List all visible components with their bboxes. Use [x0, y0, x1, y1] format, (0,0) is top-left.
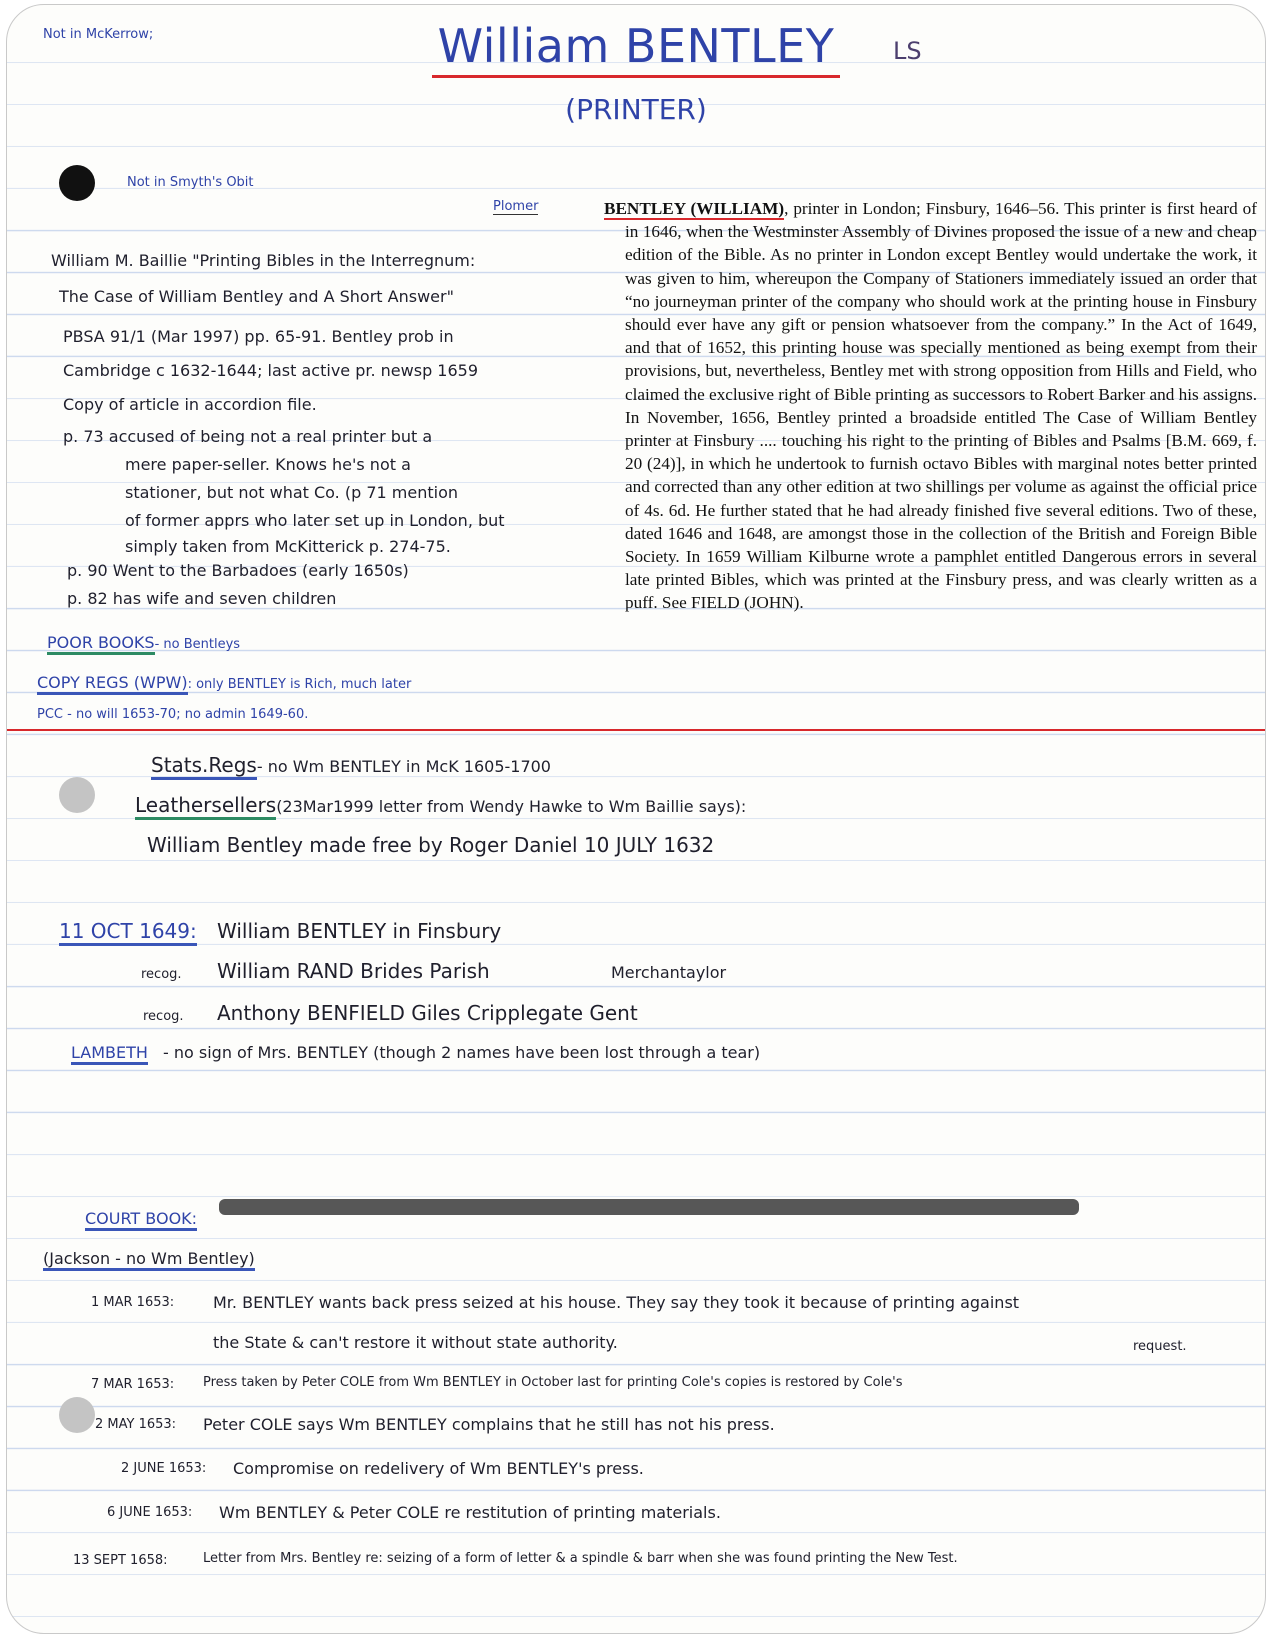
binder-hole — [59, 165, 95, 201]
court-date: 1 MAR 1653: — [91, 1295, 175, 1310]
smyth-note: Not in Smyth's Obit — [127, 175, 254, 190]
court-entry: Mr. BENTLEY wants back press seized at his house. They say they took it because of printing against — [213, 1293, 1020, 1312]
court-entry: Compromise on redelivery of Wm BENTLEY's press. — [233, 1459, 644, 1478]
oct-date: 11 OCT 1649: — [59, 919, 197, 946]
title-text: William BENTLEY — [432, 19, 841, 78]
note-line: p. 73 accused of being not a real printer but a — [63, 427, 433, 446]
court-date: 6 JUNE 1653: — [107, 1505, 193, 1520]
note-line: stationer, but not what Co. (p 71 mention — [125, 483, 458, 502]
court-date: 2 JUNE 1653: — [121, 1461, 207, 1476]
poor-books-note — [47, 633, 240, 652]
printed-entry-heading: BENTLEY (WILLIAM) — [604, 199, 785, 218]
lambeth-text: - no sign of Mrs. BENTLEY (though 2 names have been lost through a tear) — [163, 1043, 761, 1062]
lambeth-label: LAMBETH — [71, 1043, 148, 1065]
leathersellers-label: Leathersellers — [135, 793, 276, 820]
oct-entry: William BENTLEY in Finsbury — [217, 919, 502, 943]
notebook-page — [6, 4, 1266, 1634]
recog-trade: Merchantaylor — [611, 963, 727, 982]
note-line: of former apprs who later set up in London, but — [125, 511, 505, 530]
note-line: Cambridge c 1632-1644; last active pr. newsp 1659 — [63, 361, 479, 380]
copy-regs-label: COPY REGS (WPW) — [37, 673, 188, 695]
note-line: mere paper-seller. Knows he's not a — [125, 455, 411, 474]
note-line: Copy of article in accordion file. — [63, 395, 317, 414]
court-entry: Press taken by Peter COLE from Wm BENTLEY in October last for printing Cole's copies is restored by Cole's — [203, 1375, 903, 1390]
poor-books-text: - no Bentleys — [154, 637, 241, 652]
struck-out-text — [219, 1199, 1079, 1215]
court-date: 13 SEPT 1658: — [73, 1553, 168, 1568]
made-free-note: William Bentley made free by Roger Daniel 10 JULY 1632 — [147, 833, 715, 857]
court-entry: Peter COLE says Wm BENTLEY complains that he still has not his press. — [203, 1415, 775, 1434]
court-book-label: COURT BOOK: — [85, 1209, 197, 1231]
copy-regs-text: : only BENTLEY is Rich, much later — [187, 677, 412, 692]
jackson-note: (Jackson - no Wm Bentley) — [43, 1249, 255, 1271]
binder-hole — [59, 1397, 95, 1433]
leathersellers-note — [135, 793, 746, 817]
corner-note: Not in McKerrow; — [43, 27, 154, 42]
note-line: p. 90 Went to the Barbadoes (early 1650s) — [67, 561, 409, 580]
title-suffix: LS — [893, 37, 922, 65]
copy-regs-note — [37, 673, 411, 692]
plomer-ref: Plomer — [493, 199, 539, 214]
poor-books-label: POOR BOOKS — [47, 633, 155, 655]
stats-regs-note — [151, 753, 551, 777]
note-line: simply taken from McKitterick p. 274-75. — [125, 537, 451, 556]
page-title — [7, 19, 1265, 73]
court-date: 7 MAR 1653: — [91, 1377, 175, 1392]
note-line: PBSA 91/1 (Mar 1997) pp. 65-91. Bentley prob in — [63, 327, 454, 346]
page-subtitle: (PRINTER) — [565, 93, 707, 126]
section-divider — [7, 729, 1265, 731]
court-entry: Letter from Mrs. Bentley re: seizing of a form of letter & a spindle & barr when she was found printing the New Test. — [203, 1551, 958, 1566]
printed-entry-body: , printer in London; Finsbury, 1646–56. This printer is first heard of in 1646, when the Westminster Assembly of Divines proposed the issue of a new and cheap edition of the Bible. As no printer in London except Bentley would undertake the work, it was given to him, whereupon the Company of Stationers immediately issued an order that “no journeyman printer of the company who should work at the printing house in Finsbury should ever have any gift or pension whatsoever from the company.” In the Act of 1649, and that of 1652, this printing house was specially mentioned as being exempt from their provisions, but, nevertheless, Bentley met with strong opposition from Hills and Field, who claimed the exclusive right of Bible printing as successors to Robert Barker and his assigns. In November, 1656, Bentley printed a broadside entitled The Case of William Bentley printer at Finsbury .... touching his right to the printing of Bibles and Psalms [B.M. 669, f. 20 (24)], in which he undertook to furnish octavo Bibles with marginal notes better printed and corrected than any other edition at two shillings per volume as against the official price of 4s. 6d. He further stated that he had already finished five several editions. Two of these, dated 1646 and 1648, are amongst those in the collection of the British and Foreign Bible Society. In 1659 William Kilburne wrote a pamphlet entitled Dangerous errors in several late printed Bibles, which was printed at the Finsbury press, and was clearly written as a puff. See FIELD (JOHN). — [625, 199, 1257, 613]
stats-regs-text: - no Wm BENTLEY in McK 1605-1700 — [256, 757, 551, 776]
note-line: The Case of William Bentley and A Short Answer" — [59, 287, 454, 306]
recog-label: recog. — [143, 1009, 184, 1024]
recog-label: recog. — [141, 967, 182, 982]
note-line: p. 82 has wife and seven children — [67, 589, 337, 608]
note-line: William M. Baillie "Printing Bibles in the Interregnum: — [51, 251, 476, 270]
court-entry: Wm BENTLEY & Peter COLE re restitution of printing materials. — [219, 1503, 721, 1522]
binder-hole — [59, 777, 95, 813]
stats-regs-label: Stats.Regs — [151, 753, 257, 780]
recog-entry: William RAND Brides Parish — [217, 959, 490, 983]
court-date: 2 MAY 1653: — [95, 1417, 177, 1432]
printed-entry — [604, 197, 1257, 615]
recog-entry: Anthony BENFIELD Giles Cripplegate Gent — [217, 1001, 638, 1025]
court-entry: the State & can't restore it without state authority. — [213, 1333, 618, 1352]
leathersellers-text: (23Mar1999 letter from Wendy Hawke to Wm Baillie says): — [276, 797, 747, 816]
request-note: request. — [1133, 1339, 1187, 1354]
pcc-note: PCC - no will 1653-70; no admin 1649-60. — [37, 707, 309, 722]
